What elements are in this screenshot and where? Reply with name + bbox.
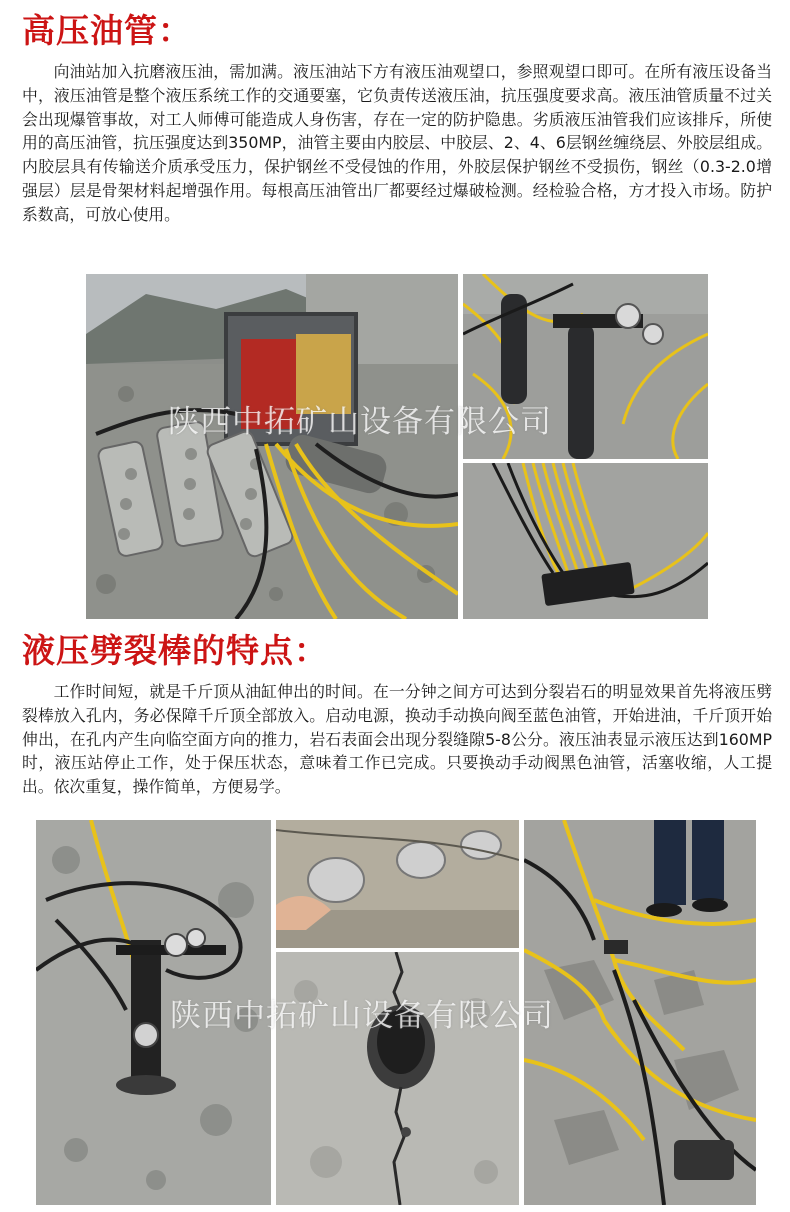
hydraulic-hose-description: 向油站加入抗磨液压油，需加满。液压油站下方有液压油观望口，参照观望口即可。在所有液压设备当中，液压油管是整个液压系统工作的交通要塞，它负责传送液压油，抗压强度要求高。液压油管质量不过关会出现爆管事故，对工人师傅可能造成人身伤害，存在一定的防护隐患。劣质液压油管我们应该排斥，所使用的高压油管，抗压强度达到350MP，油管主要由内胶层、中胶层、2、4、6层钢丝缠绕层、外胶层组成。内胶层具有传输送介质承受压力，保护钢丝不受侵蚀的作用，外胶层保护钢丝不受损伤，钢丝（0.3-2.0增强层）层是骨架材料起增强作用。每根高压油管出厂都要经过爆破检测。经检验合格，方才投入市场。防护系数高，可放心使用。 bbox=[22, 62, 772, 224]
photo-worksite-hoses bbox=[524, 820, 756, 1205]
photo-hydraulic-station bbox=[86, 274, 458, 619]
splitter-features-description: 工作时间短，就是千斤顶从油缸伸出的时间。在一分钟之间方可达到分裂岩石的明显效果首先将液压劈裂棒放入孔内，务必保障千斤顶全部放入。启动电源，换动手动换向阀至蓝色油管，开始进油，千斤顶开始伸出，在孔内产生向临空面方向的推力，岩石表面会出现分裂缝隙5-8公分。液压油表显示液压达到160MP时，液压站停止工作，处于保压状态，意味着工作已完成。只要换动手动阀黑色油管，活塞收缩，人工提出。依次重复，操作简单，方便易学。 bbox=[22, 682, 772, 797]
photo-hose-manifold bbox=[463, 463, 708, 619]
photo-drilled-holes bbox=[276, 820, 519, 948]
section-title-splitter-features: 液压劈裂棒的特点： bbox=[22, 631, 328, 670]
photo-splitter-in-rock bbox=[36, 820, 271, 1205]
watermark-bottom: 陕西中拓矿山设备有限公司 bbox=[170, 998, 554, 1034]
photo-splitter-rods bbox=[463, 274, 708, 459]
section-title-hydraulic-hose: 高压油管： bbox=[22, 11, 192, 50]
watermark-top: 陕西中拓矿山设备有限公司 bbox=[168, 404, 552, 440]
photo-cracked-rock bbox=[276, 952, 519, 1205]
